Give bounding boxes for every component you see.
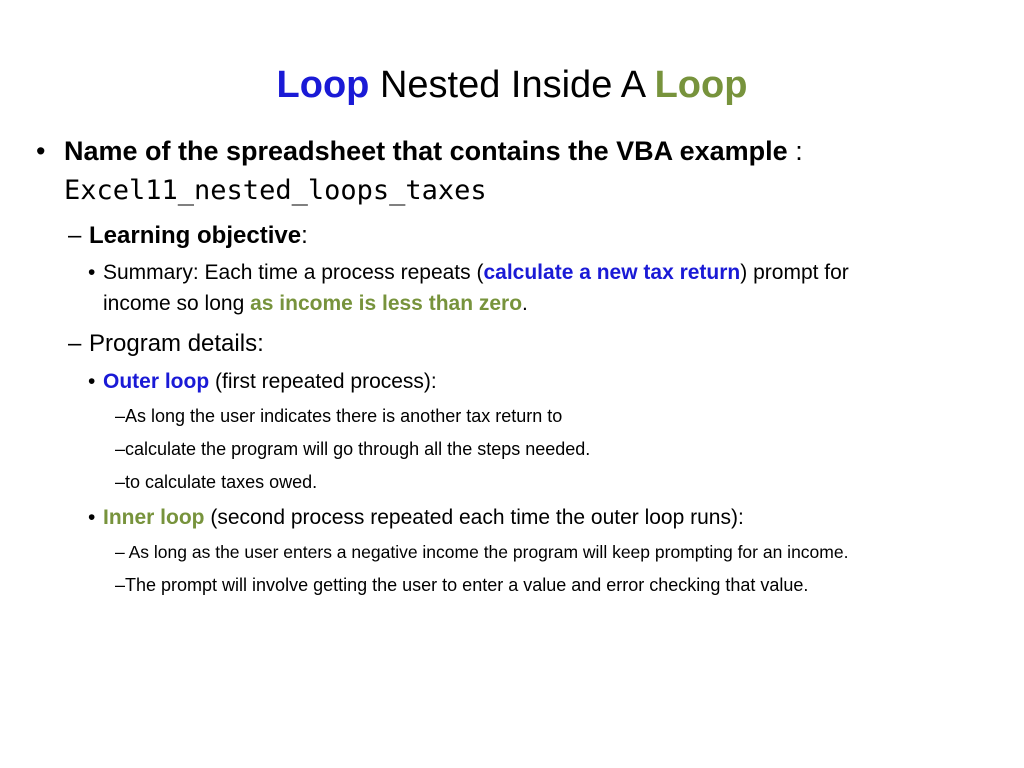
- dash-marker: –: [68, 330, 82, 357]
- learning-objective: [89, 219, 308, 253]
- bullet-marker: •: [88, 370, 96, 393]
- title-loop-2: Loop: [654, 64, 748, 106]
- learning-label: Learning objective: [89, 222, 302, 249]
- spreadsheet-line: [64, 132, 803, 170]
- inner-loop-rest: (second process repeated each time the outer loop runs):: [204, 506, 744, 529]
- spreadsheet-sep: :: [787, 136, 803, 166]
- title-loop-1: Loop: [276, 64, 370, 106]
- outer-sub-1: –As long the user indicates there is another tax return to: [115, 406, 563, 426]
- outer-sub-2: –calculate the program will go through all the steps needed.: [115, 439, 591, 459]
- inner-sub-1: – As long as the user enters a negative income the program will keep prompting for an income.: [115, 542, 849, 562]
- outer-loop-rest: (first repeated process):: [209, 370, 437, 393]
- dash-marker: –: [68, 222, 82, 249]
- summary-highlight-1: calculate a new tax return: [483, 261, 741, 284]
- bullet-marker: •: [36, 136, 46, 166]
- outer-loop-label: Outer loop: [103, 370, 210, 393]
- outer-loop-line: [103, 366, 437, 397]
- summary-line-1: [103, 257, 849, 288]
- learning-colon: :: [301, 222, 308, 249]
- summary-end: .: [522, 292, 528, 315]
- summary-line-2: [103, 288, 528, 319]
- inner-loop-label: Inner loop: [103, 506, 205, 529]
- summary-pre: Summary: Each time a process repeats (: [103, 261, 484, 284]
- spreadsheet-label: Name of the spreadsheet that contains the VBA example: [64, 136, 788, 166]
- bullet-marker: •: [88, 261, 96, 284]
- spreadsheet-filename: Excel11_nested_loops_taxes: [64, 175, 487, 206]
- program-details: Program details:: [89, 330, 264, 357]
- summary-line2-pre: income so long: [103, 292, 251, 315]
- inner-sub-2: –The prompt will involve getting the user to enter a value and error checking that value.: [115, 575, 809, 595]
- slide-title: [0, 58, 1024, 112]
- outer-sub-3: –to calculate taxes owed.: [115, 472, 318, 492]
- summary-mid: ) prompt for: [740, 261, 849, 284]
- inner-loop-line: [103, 502, 744, 533]
- summary-highlight-2: as income is less than zero: [250, 292, 523, 315]
- bullet-marker: •: [88, 506, 96, 529]
- title-middle: Nested Inside A: [369, 64, 655, 106]
